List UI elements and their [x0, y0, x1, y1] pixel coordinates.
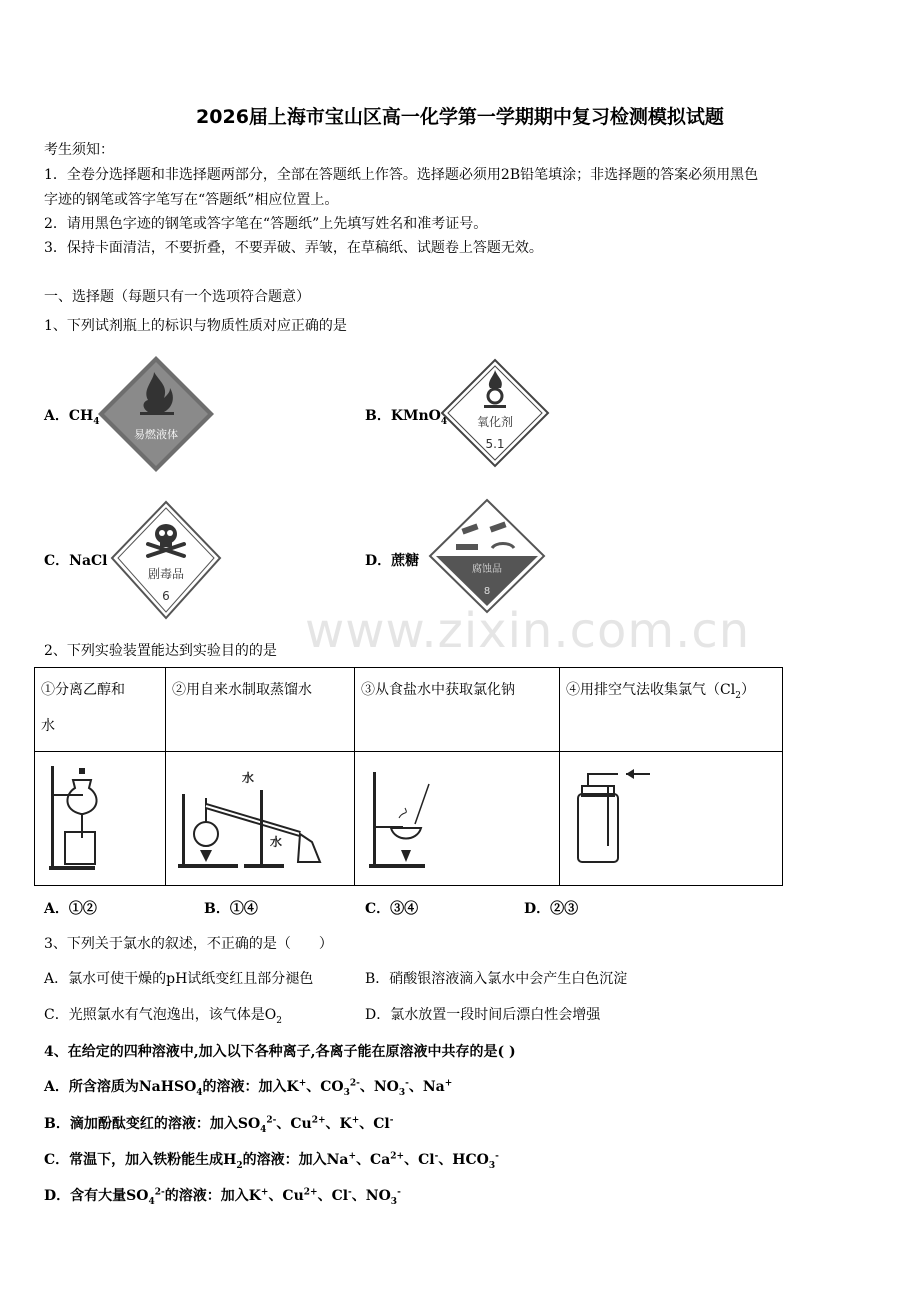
- flammable-liquid-sign: [98, 354, 216, 474]
- q2-table: [34, 667, 783, 886]
- q1-option-b: B．KMnO$_4$: [365, 408, 448, 427]
- q2-option-a: A．①②: [44, 901, 97, 917]
- gas-collection-bottle-icon: [568, 754, 668, 884]
- q4-option-b: B．滴加酚酞变红的溶液：加入$SO_4^{2-}$、$Cu^{2+}$、K+、Cl-: [44, 1115, 394, 1135]
- q4-stem: 4、在给定的四种溶液中,加入以下各种离子,各离子能在原溶液中共存的是( ): [44, 1044, 516, 1060]
- sign-c-text: 剧毒品: [147, 567, 185, 581]
- q1-option-c: C．NaCl: [44, 553, 108, 569]
- q1-option-a: A．$CH_4$: [44, 408, 100, 427]
- q2-header-2: ②用自来水制取蒸馏水: [166, 668, 355, 752]
- q1-option-d: D．蔗糖: [365, 553, 420, 569]
- evaporation-apparatus-icon: [363, 754, 483, 884]
- sign-b-num: 5.1: [485, 437, 505, 451]
- watermark: www.zixin.com.cn: [305, 603, 751, 659]
- corrosive-sign: [428, 498, 546, 614]
- q2-header-4: ④用排空气法收集氯气$(Cl_2)$: [560, 668, 783, 752]
- toxic-sign: [110, 500, 222, 620]
- q3-option-a: A．氯水可使干燥的pH试纸变红且部分褪色: [44, 971, 314, 987]
- sign-b-text: 氧化剂: [476, 415, 514, 429]
- sign-c-num: 6: [162, 589, 170, 603]
- q2-image-2: [166, 752, 355, 886]
- water-out-label: 水: [270, 835, 283, 849]
- q2-option-b: B．①④: [204, 901, 258, 917]
- notice-line-1a: 1．全卷分选择题和非选择题两部分，全部在答题纸上作答。选择题必须用2B铅笔填涂；非选择题的答案必须用黑色: [44, 167, 759, 183]
- notice-heading: 考生须知：: [44, 142, 114, 158]
- sign-d-text: 腐蚀品: [472, 564, 502, 575]
- q2-option-c: C．③④: [365, 901, 419, 917]
- q2-image-4: [560, 752, 783, 886]
- q4-option-a: A．所含溶质为NaHSO$_4$的溶液：加入K+、$CO_3^{2-}$、$NO_3^-$、Na+: [44, 1078, 453, 1098]
- q2-image-1: [35, 752, 166, 886]
- q2-header-3: ③从食盐水中获取氯化钠: [355, 668, 560, 752]
- q1-stem: 1、下列试剂瓶上的标识与物质性质对应正确的是: [44, 318, 347, 334]
- q4-option-c: C．常温下，加入铁粉能生成$H_2$的溶液：加入Na+、$Ca^{2+}$、Cl-、$HCO_3^-$: [44, 1151, 499, 1171]
- sign-a-text: 易燃液体: [134, 428, 178, 441]
- notice-line-1b: 字迹的钢笔或答字笔写在“答题纸”相应位置上。: [44, 192, 339, 208]
- q4-option-d: D．含有大量$SO_4^{2-}$的溶液：加入K+、$Cu^{2+}$、Cl-、$NO_3^-$: [44, 1187, 401, 1207]
- sign-d-num: 8: [483, 586, 491, 597]
- q3-option-b: B．硝酸银溶液滴入氯水中会产生白色沉淀: [365, 971, 628, 987]
- q2-option-d: D．②③: [524, 901, 579, 917]
- separatory-funnel-icon: [39, 754, 149, 884]
- q2-image-3: [355, 752, 560, 886]
- section-heading: 一、选择题（每题只有一个选项符合题意）: [44, 289, 310, 305]
- notice-line-2: 2．请用黑色字迹的钢笔或答字笔在“答题纸”上先填写姓名和准考证号。: [44, 216, 488, 232]
- water-in-label: 水: [242, 771, 255, 785]
- q3-option-d: D．氯水放置一段时间后漂白性会增强: [365, 1007, 601, 1023]
- q3-option-c: C．光照氯水有气泡逸出，该气体是$O_2$: [44, 1007, 282, 1026]
- q2-stem: 2、下列实验装置能达到实验目的的是: [44, 643, 277, 659]
- page-title: 2026届上海市宝山区高一化学第一学期期中复习检测模拟试题: [196, 106, 724, 128]
- q3-stem: 3、下列关于氯水的叙述，不正确的是（ ）: [44, 936, 333, 952]
- distillation-apparatus-icon: [170, 754, 340, 884]
- oxidizer-sign: [440, 358, 550, 468]
- q2-header-1: ①分离乙醇和 水: [35, 668, 166, 752]
- notice-line-3: 3．保持卡面清洁，不要折叠，不要弄破、弄皱，在草稿纸、试题卷上答题无效。: [44, 240, 543, 256]
